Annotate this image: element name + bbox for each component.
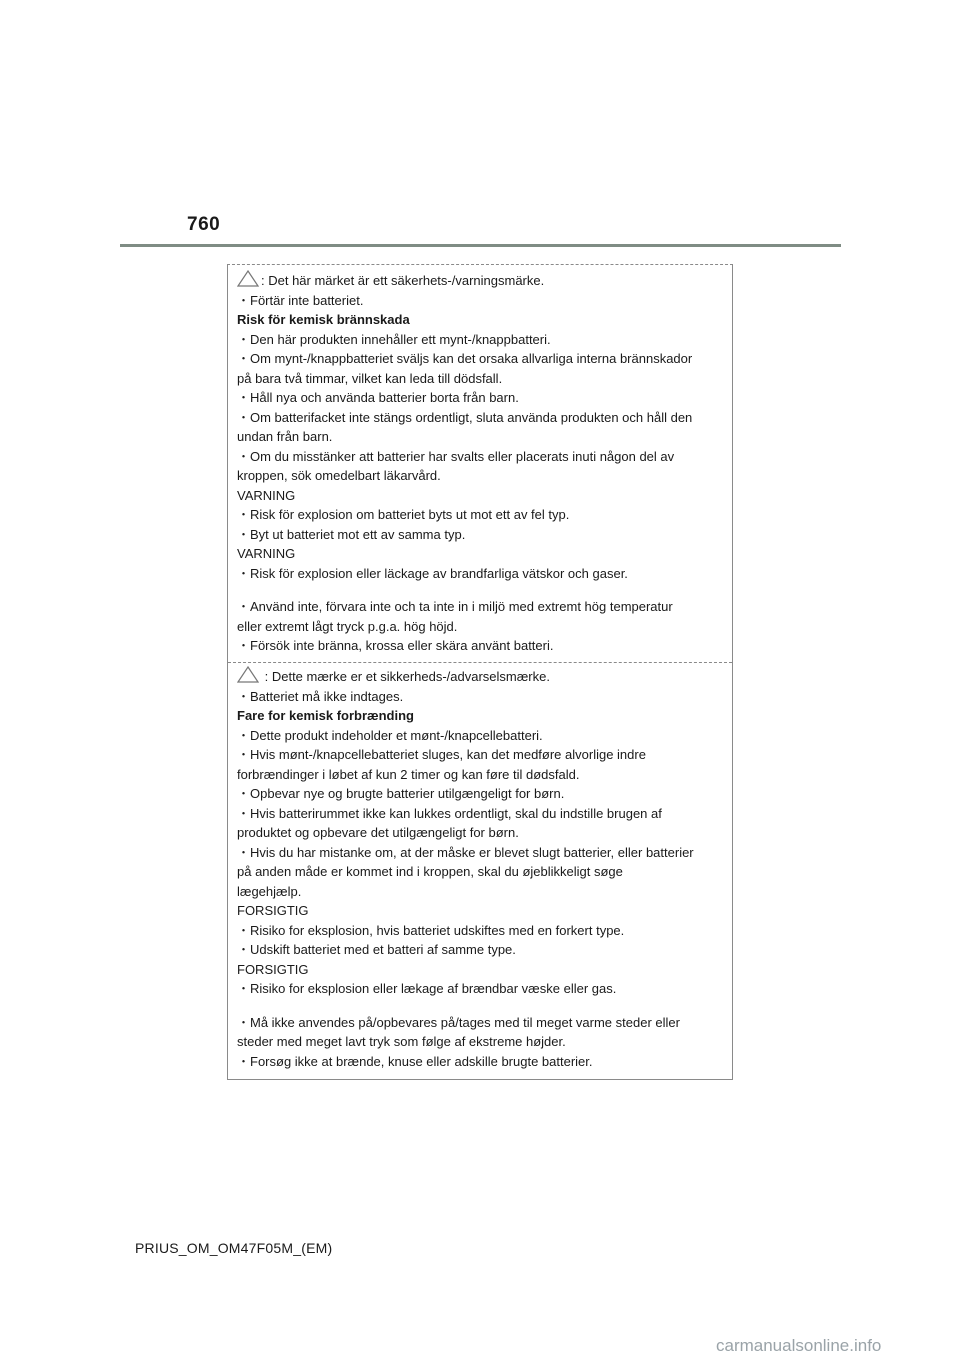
swedish-line: ・Risk för explosion eller läckage av brandfarliga vätskor och gaser.	[237, 565, 628, 581]
danish-line: ・Risiko for eksplosion eller lækage af brændbar væske eller gas.	[237, 981, 617, 996]
swedish-line: ・Förtär inte batteriet.	[237, 292, 364, 308]
danish-warning-section	[237, 666, 727, 1071]
section-divider	[228, 662, 732, 663]
watermark: carmanualsonline.info	[716, 1336, 882, 1355]
spacer	[237, 999, 727, 1013]
swedish-heading: VARNING	[237, 546, 296, 561]
danish-line: ・Udskift batteriet med et batteri af samme type.	[237, 942, 516, 957]
danish-line: steder med meget lavt tryk som følge af ekstreme højder.	[237, 1034, 566, 1049]
danish-line: ・Må ikke anvendes på/opbevares på/tages med til meget varme steder eller	[237, 1014, 680, 1030]
swedish-line: ・Om du misstänker att batterier har svalts eller placerats inuti någon del av	[237, 448, 675, 464]
swedish-warning-section	[237, 270, 727, 656]
swedish-line: ・Byt ut batteriet mot ett av samma typ.	[237, 526, 466, 542]
danish-icon-line	[237, 666, 727, 687]
swedish-line: ・Använd inte, förvara inte och ta inte in i miljö med extremt hög temperatur	[237, 599, 673, 614]
swedish-line: ・Om mynt-/knappbatteriet sväljs kan det orsaka allvarliga interna brännskador	[237, 351, 693, 366]
swedish-line: ・Om batterifacket inte stängs ordentligt, sluta använda produkten och håll den	[237, 409, 693, 425]
header-rule	[120, 244, 841, 247]
danish-heading: Fare for kemisk forbrænding	[237, 708, 414, 723]
swedish-line: ・Håll nya och använda batterier borta från barn.	[237, 390, 519, 405]
danish-line: ・Hvis batterirummet ikke kan lukkes ordentligt, skal du indstille brugen af	[237, 805, 662, 821]
battery-warning-box	[227, 264, 733, 1080]
danish-line: ・Dette produkt indeholder et mønt-/knapcellebatteri.	[237, 727, 543, 743]
danish-line: produktet og opbevare det utilgængeligt for børn.	[237, 825, 519, 840]
swedish-icon-line	[237, 270, 727, 291]
danish-line: ・Risiko for eksplosion, hvis batteriet udskiftes med en forkert type.	[237, 922, 625, 938]
swedish-heading: Risk för kemisk brännskada	[237, 312, 410, 327]
danish-line: ・Hvis du har mistanke om, at der måske er blevet slugt batterier, eller batterier	[237, 844, 694, 860]
swedish-line: ・Risk för explosion om batteriet byts ut mot ett av fel typ.	[237, 507, 570, 522]
danish-line: forbrændinger i løbet af kun 2 timer og kan føre til dødsfald.	[237, 766, 580, 782]
danish-line: lægehjælp.	[237, 883, 302, 899]
swedish-heading: VARNING	[237, 487, 296, 503]
swedish-line: på bara två timmar, vilket kan leda till dödsfall.	[237, 370, 503, 386]
warning-triangle-icon	[237, 666, 259, 683]
swedish-line: eller extremt lågt tryck p.g.a. hög höjd.	[237, 618, 458, 634]
danish-heading: FORSIGTIG	[237, 961, 309, 977]
spacer	[237, 583, 727, 597]
danish-line: ・Hvis mønt-/knapcellebatteriet sluges, kan det medføre alvorlige indre	[237, 747, 646, 762]
page-number: 760	[187, 214, 221, 235]
danish-line: ・Forsøg ikke at brænde, knuse eller adskille brugte batterier.	[237, 1053, 593, 1069]
swedish-icon-caption: : Det här märket är ett säkerhets-/varningsmärke.	[261, 273, 545, 288]
danish-icon-caption: : Dette mærke er et sikkerheds-/advarselsmærke.	[261, 669, 550, 684]
swedish-line: kroppen, sök omedelbart läkarvård.	[237, 468, 441, 483]
danish-line: ・Batteriet må ikke indtages.	[237, 688, 404, 704]
danish-line: ・Opbevar nye og brugte batterier utilgængeligt for børn.	[237, 786, 565, 801]
warning-triangle-icon	[237, 270, 259, 287]
swedish-line: undan från barn.	[237, 429, 333, 444]
danish-heading: FORSIGTIG	[237, 903, 309, 918]
swedish-line: ・Försök inte bränna, krossa eller skära använt batteri.	[237, 638, 554, 653]
document-code: PRIUS_OM_OM47F05M_(EM)	[135, 1240, 333, 1256]
swedish-line: ・Den här produkten innehåller ett mynt-/knappbatteri.	[237, 331, 551, 347]
danish-line: på anden måde er kommet ind i kroppen, skal du øjeblikkeligt søge	[237, 864, 623, 879]
